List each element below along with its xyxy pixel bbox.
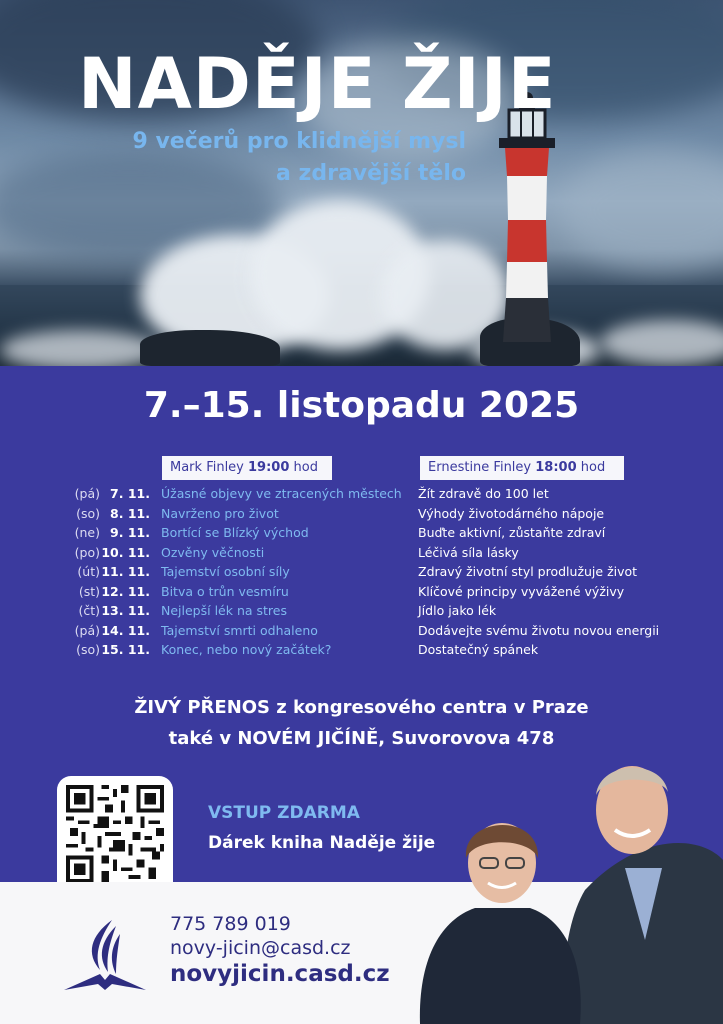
speaker-time-unit: hod (293, 460, 318, 475)
event-dates: 7.–15. listopadu 2025 (143, 385, 580, 426)
schedule-topic-ernestine: Léčivá síla lásky (418, 544, 519, 560)
schedule-date: 13. 11. (101, 603, 150, 618)
schedule-day: (po) (74, 544, 100, 560)
schedule-topic-mark: Úžasné objevy ve ztracených městech (161, 486, 402, 501)
contact-website[interactable]: novyjicin.casd.cz (170, 961, 390, 987)
qr-code[interactable] (57, 776, 173, 896)
schedule-topic-ernestine: Dostatečný spánek (418, 642, 539, 657)
speaker-time: 19:00 (248, 460, 290, 475)
speaker-name: Mark Finley (170, 460, 244, 475)
schedule-topic-mark: Bortící se Blízký východ (161, 525, 309, 540)
broadcast-line-1: ŽIVÝ PŘENOS z kongresového centra v Praze (134, 697, 589, 718)
schedule-topic-ernestine: Žít zdravě do 100 let (418, 486, 549, 501)
subtitle-line-1: 9 večerů pro klidnější mysl (132, 129, 466, 154)
speaker-tag-mark-finley (162, 456, 332, 480)
speaker-time: 18:00 (535, 460, 577, 475)
schedule-topic-mark: Navrženo pro život (161, 505, 279, 521)
schedule-topic-mark: Nejlepší lék na stres (161, 603, 287, 618)
schedule-row (0, 601, 723, 621)
schedule-row (0, 504, 723, 524)
schedule-table (0, 484, 723, 660)
lighthouse-illustration (489, 92, 565, 342)
schedule-date: 8. 11. (110, 505, 150, 521)
schedule-day: (pá) (74, 486, 100, 501)
schedule-topic-ernestine: Zdravý životní styl prodlužuje život (418, 564, 638, 579)
schedule-topic-ernestine: Klíčové principy vyvážené výživy (418, 583, 625, 599)
schedule-day: (st) (78, 583, 100, 599)
schedule-row (0, 562, 723, 582)
schedule-day: (so) (76, 505, 100, 521)
schedule-topic-mark: Tajemství smrti odhaleno (161, 622, 318, 638)
schedule-row (0, 484, 723, 504)
schedule-row (0, 523, 723, 543)
schedule-day: (ne) (74, 525, 100, 540)
contact-phone[interactable]: 775 789 019 (170, 913, 291, 935)
schedule-topic-mark: Bitva o trůn vesmíru (161, 583, 289, 599)
schedule-date: 14. 11. (101, 622, 150, 638)
schedule-date: 9. 11. (110, 525, 150, 540)
schedule-topic-ernestine: Výhody životodárného nápoje (418, 505, 605, 521)
broadcast-line-2: také v NOVÉM JIČÍNĚ, Suvorovova 478 (168, 728, 555, 749)
schedule-day: (čt) (78, 603, 100, 618)
qr-code-icon (66, 785, 164, 883)
church-logo-icon (60, 918, 150, 998)
speaker-name: Ernestine Finley (428, 460, 532, 475)
schedule-topic-ernestine: Jídlo jako lék (418, 603, 497, 618)
schedule-row (0, 621, 723, 641)
speakers-photo (400, 740, 723, 1024)
contact-email[interactable]: novy-jicin@casd.cz (170, 937, 351, 959)
schedule-date: 11. 11. (101, 564, 150, 579)
page-title: NADĚJE ŽIJE (78, 43, 557, 125)
schedule-topic-mark: Ozvěny věčnosti (161, 544, 265, 560)
free-entry: VSTUP ZDARMA (208, 803, 360, 823)
speaker-time-unit: hod (580, 460, 606, 475)
schedule-topic-mark: Konec, nebo nový začátek? (161, 642, 332, 657)
schedule-topic-ernestine: Buďte aktivní, zůstaňte zdraví (418, 525, 606, 540)
subtitle (86, 126, 466, 190)
schedule-day: (út) (77, 564, 100, 579)
schedule-date: 7. 11. (110, 486, 150, 501)
subtitle-line-2: a zdravější tělo (276, 161, 466, 186)
schedule-date: 10. 11. (101, 544, 150, 560)
schedule-row (0, 582, 723, 602)
schedule-date: 15. 11. (101, 642, 150, 657)
gift-text: Dárek kniha Naděje žije (208, 833, 436, 853)
speaker-tag-ernestine-finley (420, 456, 624, 480)
schedule-row (0, 543, 723, 563)
schedule-day: (pá) (74, 622, 100, 638)
schedule-day: (so) (76, 642, 100, 657)
schedule-topic-ernestine: Dodávejte svému životu novou energii (418, 622, 660, 638)
schedule-topic-mark: Tajemství osobní síly (161, 564, 290, 579)
schedule-row (0, 640, 723, 660)
schedule-date: 12. 11. (101, 583, 150, 599)
